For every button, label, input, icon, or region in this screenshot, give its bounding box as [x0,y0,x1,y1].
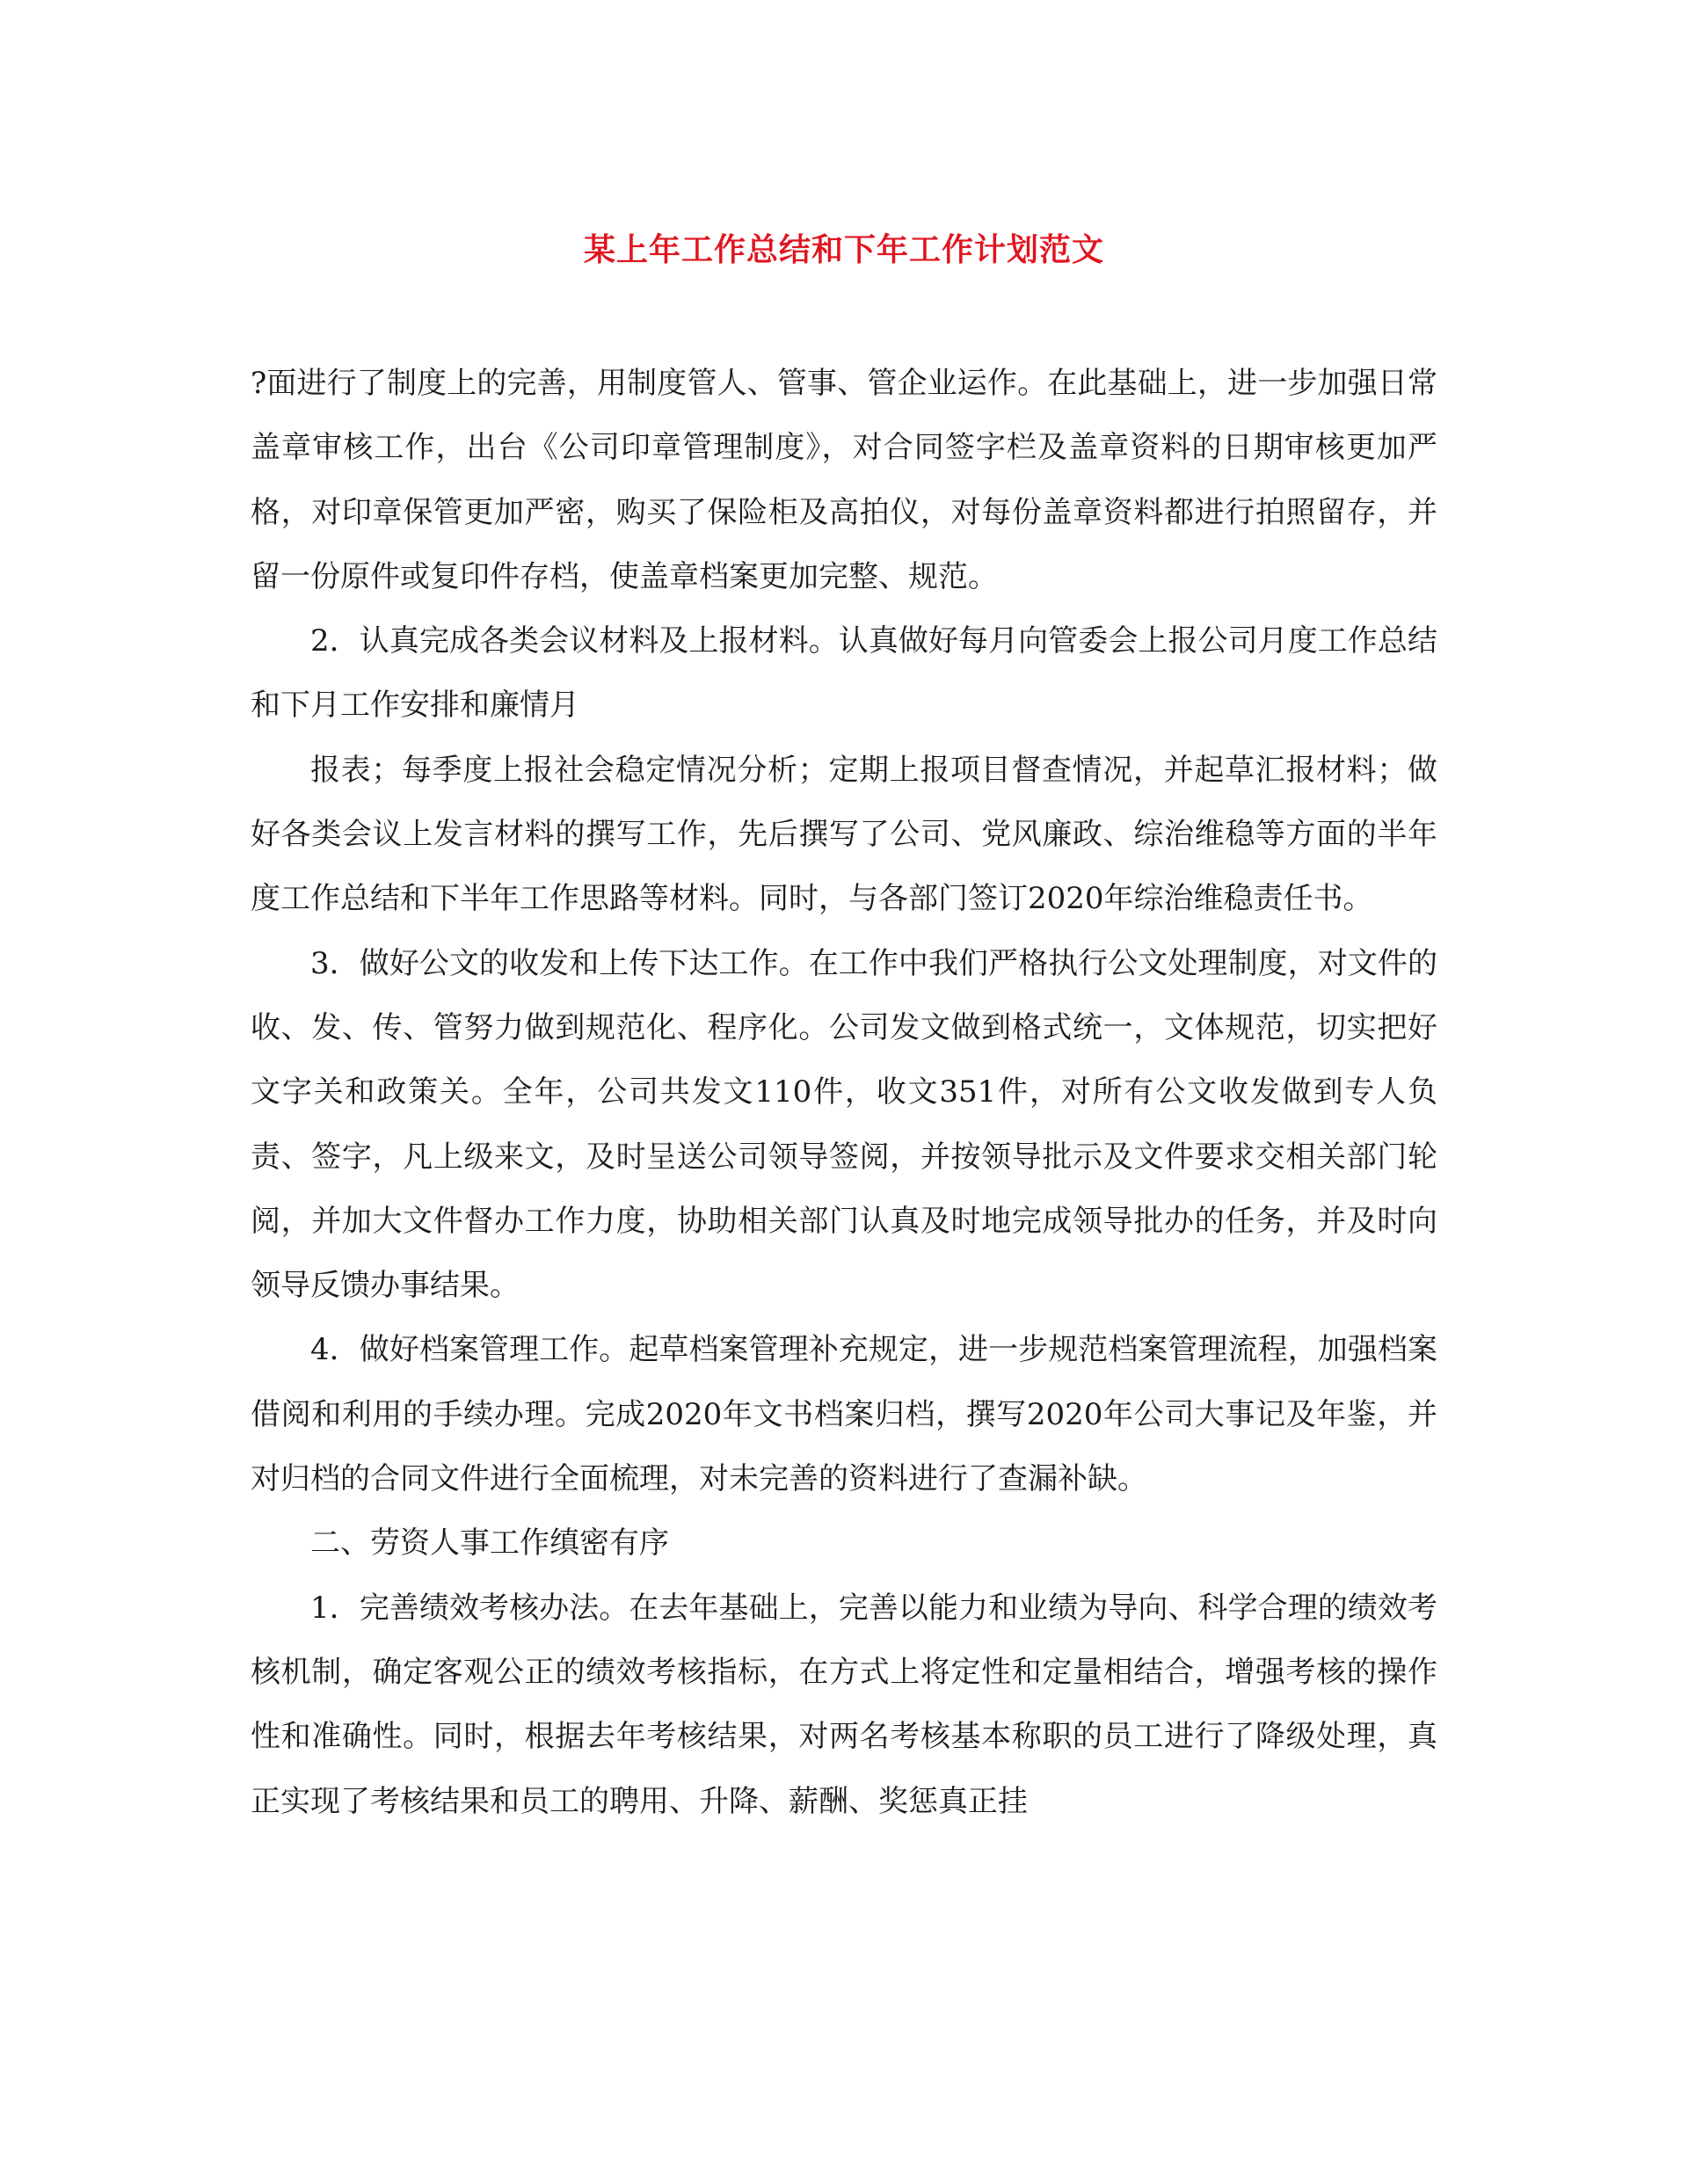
document-title: 某上年工作总结和下年工作计划范文 [583,231,1104,268]
body-paragraph: 3．做好公文的收发和上传下达工作。在工作中我们严格执行公文处理制度，对文件的收、发、传、管努力做到规范化、程序化。公司发文做到格式统一，文体规范，切实把好文字关和政策关。全年，公司共发文110件，收文351件，对所有公文收发做到专人负责、签字，凡上级来文，及时呈送公司领导签阅，并按领导批示及文件要求交相关部门轮阅，并加大文件督办工作力度，协助相关部门认真及时地完成领导批办的任务，并及时向领导反馈办事结果。 [251,945,1437,1304]
body-paragraph: 2．认真完成各类会议材料及上报材料。认真做好每月向管委会上报公司月度工作总结和下月工作安排和廉情月 [251,623,1437,724]
body-paragraph: 报表；每季度上报社会稳定情况分析；定期上报项目督查情况，并起草汇报材料；做好各类会议上发言材料的撰写工作，先后撰写了公司、党风廉政、综治维稳等方面的半年度工作总结和下半年工作思路等材料。同时，与各部门签订2020年综治维稳责任书。 [251,752,1437,917]
document-body [251,352,1437,1834]
section-heading: 二、劳资人事工作缜密有序 [310,1525,669,1562]
body-paragraph: 1．完善绩效考核办法。在去年基础上，完善以能力和业绩为导向、科学合理的绩效考核机制，确定客观公正的绩效考核指标，在方式上将定性和定量相结合，增强考核的操作性和准确性。同时，根据去年考核结果，对两名考核基本称职的员工进行了降级处理，真正实现了考核结果和员工的聘用、升降、薪酬、奖惩真正挂 [251,1590,1437,1819]
body-paragraph: ?面进行了制度上的完善，用制度管人、管事、管企业运作。在此基础上，进一步加强日常盖章审核工作，出台《公司印章管理制度》，对合同签字栏及盖章资料的日期审核更加严格，对印章保管更加严密，购买了保险柜及高拍仪，对每份盖章资料都进行拍照留存，并留一份原件或复印件存档，使盖章档案更加完整、规范。 [251,366,1437,594]
body-paragraph: 4．做好档案管理工作。起草档案管理补充规定，进一步规范档案管理流程，加强档案借阅和利用的手续办理。完成2020年文书档案归档，撰写2020年公司大事记及年鉴，并对归档的合同文件进行全面梳理，对未完善的资料进行了查漏补缺。 [251,1332,1437,1497]
